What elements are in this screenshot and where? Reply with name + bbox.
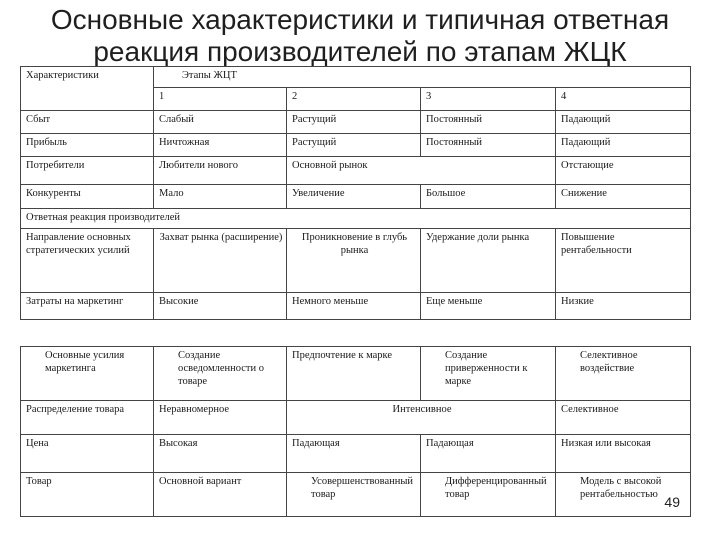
table-cell: Низкие (556, 293, 691, 320)
table-cell: Селективное воздействие (556, 347, 691, 401)
table-cell: Еще меньше (421, 293, 556, 320)
table-row (21, 229, 691, 293)
table-cell: Низкая или высокая (556, 435, 691, 473)
table-cell: Падающая (287, 435, 421, 473)
header-characteristics: Характеристики (21, 67, 154, 111)
table-cell: Немного меньше (287, 293, 421, 320)
table-cell: Падающий (556, 134, 691, 157)
table-cell: Модель с высокой рентабельностью (556, 473, 691, 517)
table-cell: Предпочтение к марке (287, 347, 421, 401)
row-label: Товар (21, 473, 154, 517)
table-cell: Создание приверженности к марке (421, 347, 556, 401)
table-row (21, 134, 691, 157)
table-row (21, 111, 691, 134)
row-label: Затраты на маркетинг (21, 293, 154, 320)
table-cell: Основной вариант (154, 473, 287, 517)
table-cell: Проникновение в глубь рынка (287, 229, 421, 293)
row-label: Конкуренты (21, 185, 154, 209)
row-label: Прибыль (21, 134, 154, 157)
row-label: Сбыт (21, 111, 154, 134)
row-label: Распределение товара (21, 401, 154, 435)
table-cell: Увеличение (287, 185, 421, 209)
table-cell: Падающий (556, 111, 691, 134)
table-cell: Дифференцированный товар (421, 473, 556, 517)
stage-number: 3 (421, 88, 556, 111)
table-row (21, 185, 691, 209)
table-cell: Создание осведомленности о товаре (154, 347, 287, 401)
marketing-table (20, 346, 691, 517)
row-label (21, 229, 154, 293)
table-row (21, 157, 691, 185)
table-cell: Повышение рентабельности (556, 229, 691, 293)
table-cell: Снижение (556, 185, 691, 209)
table-cell: Интенсивное (287, 401, 556, 435)
table-cell: Постоянный (421, 134, 556, 157)
table-cell: Селективное (556, 401, 691, 435)
table-cell: Падающая (421, 435, 556, 473)
table-row (21, 473, 691, 517)
table-row (21, 435, 691, 473)
table-row (21, 347, 691, 401)
table-cell: Основной рынок (287, 157, 556, 185)
row-label: Основные усилия маркетинга (21, 347, 154, 401)
page-number: 49 (664, 494, 680, 510)
table-cell: Неравномерное (154, 401, 287, 435)
stage-number: 1 (154, 88, 287, 111)
table-cell: Слабый (154, 111, 287, 134)
table-row (21, 293, 691, 320)
stage-number: 2 (287, 88, 421, 111)
characteristics-table (20, 66, 691, 320)
row-label: Цена (21, 435, 154, 473)
table-cell: Растущий (287, 134, 421, 157)
table-cell: Любители нового (154, 157, 287, 185)
row-label-text: Направление основных стратегических усилий (26, 232, 131, 256)
table-cell: Мало (154, 185, 287, 209)
table-cell: Большое (421, 185, 556, 209)
row-label: Потребители (21, 157, 154, 185)
slide-title: Основные характеристики и типичная ответная реакция производителей по этапам ЖЦК (50, 4, 670, 67)
table-cell: Удержание доли рынка (421, 229, 556, 293)
table-cell: Отстающие (556, 157, 691, 185)
header-stages: Этапы ЖЦТ (154, 67, 691, 88)
table-cell: Высокая (154, 435, 287, 473)
table-row (21, 401, 691, 435)
table-cell: Высокие (154, 293, 287, 320)
table-cell: Ничтожная (154, 134, 287, 157)
stage-number: 4 (556, 88, 691, 111)
table-cell: Растущий (287, 111, 421, 134)
table-cell: Захват рынка (расширение) (154, 229, 287, 293)
section-header-response: Ответная реакция производителей (21, 209, 691, 229)
table-cell: Усовершенствованный товар (287, 473, 421, 517)
table-cell: Постоянный (421, 111, 556, 134)
